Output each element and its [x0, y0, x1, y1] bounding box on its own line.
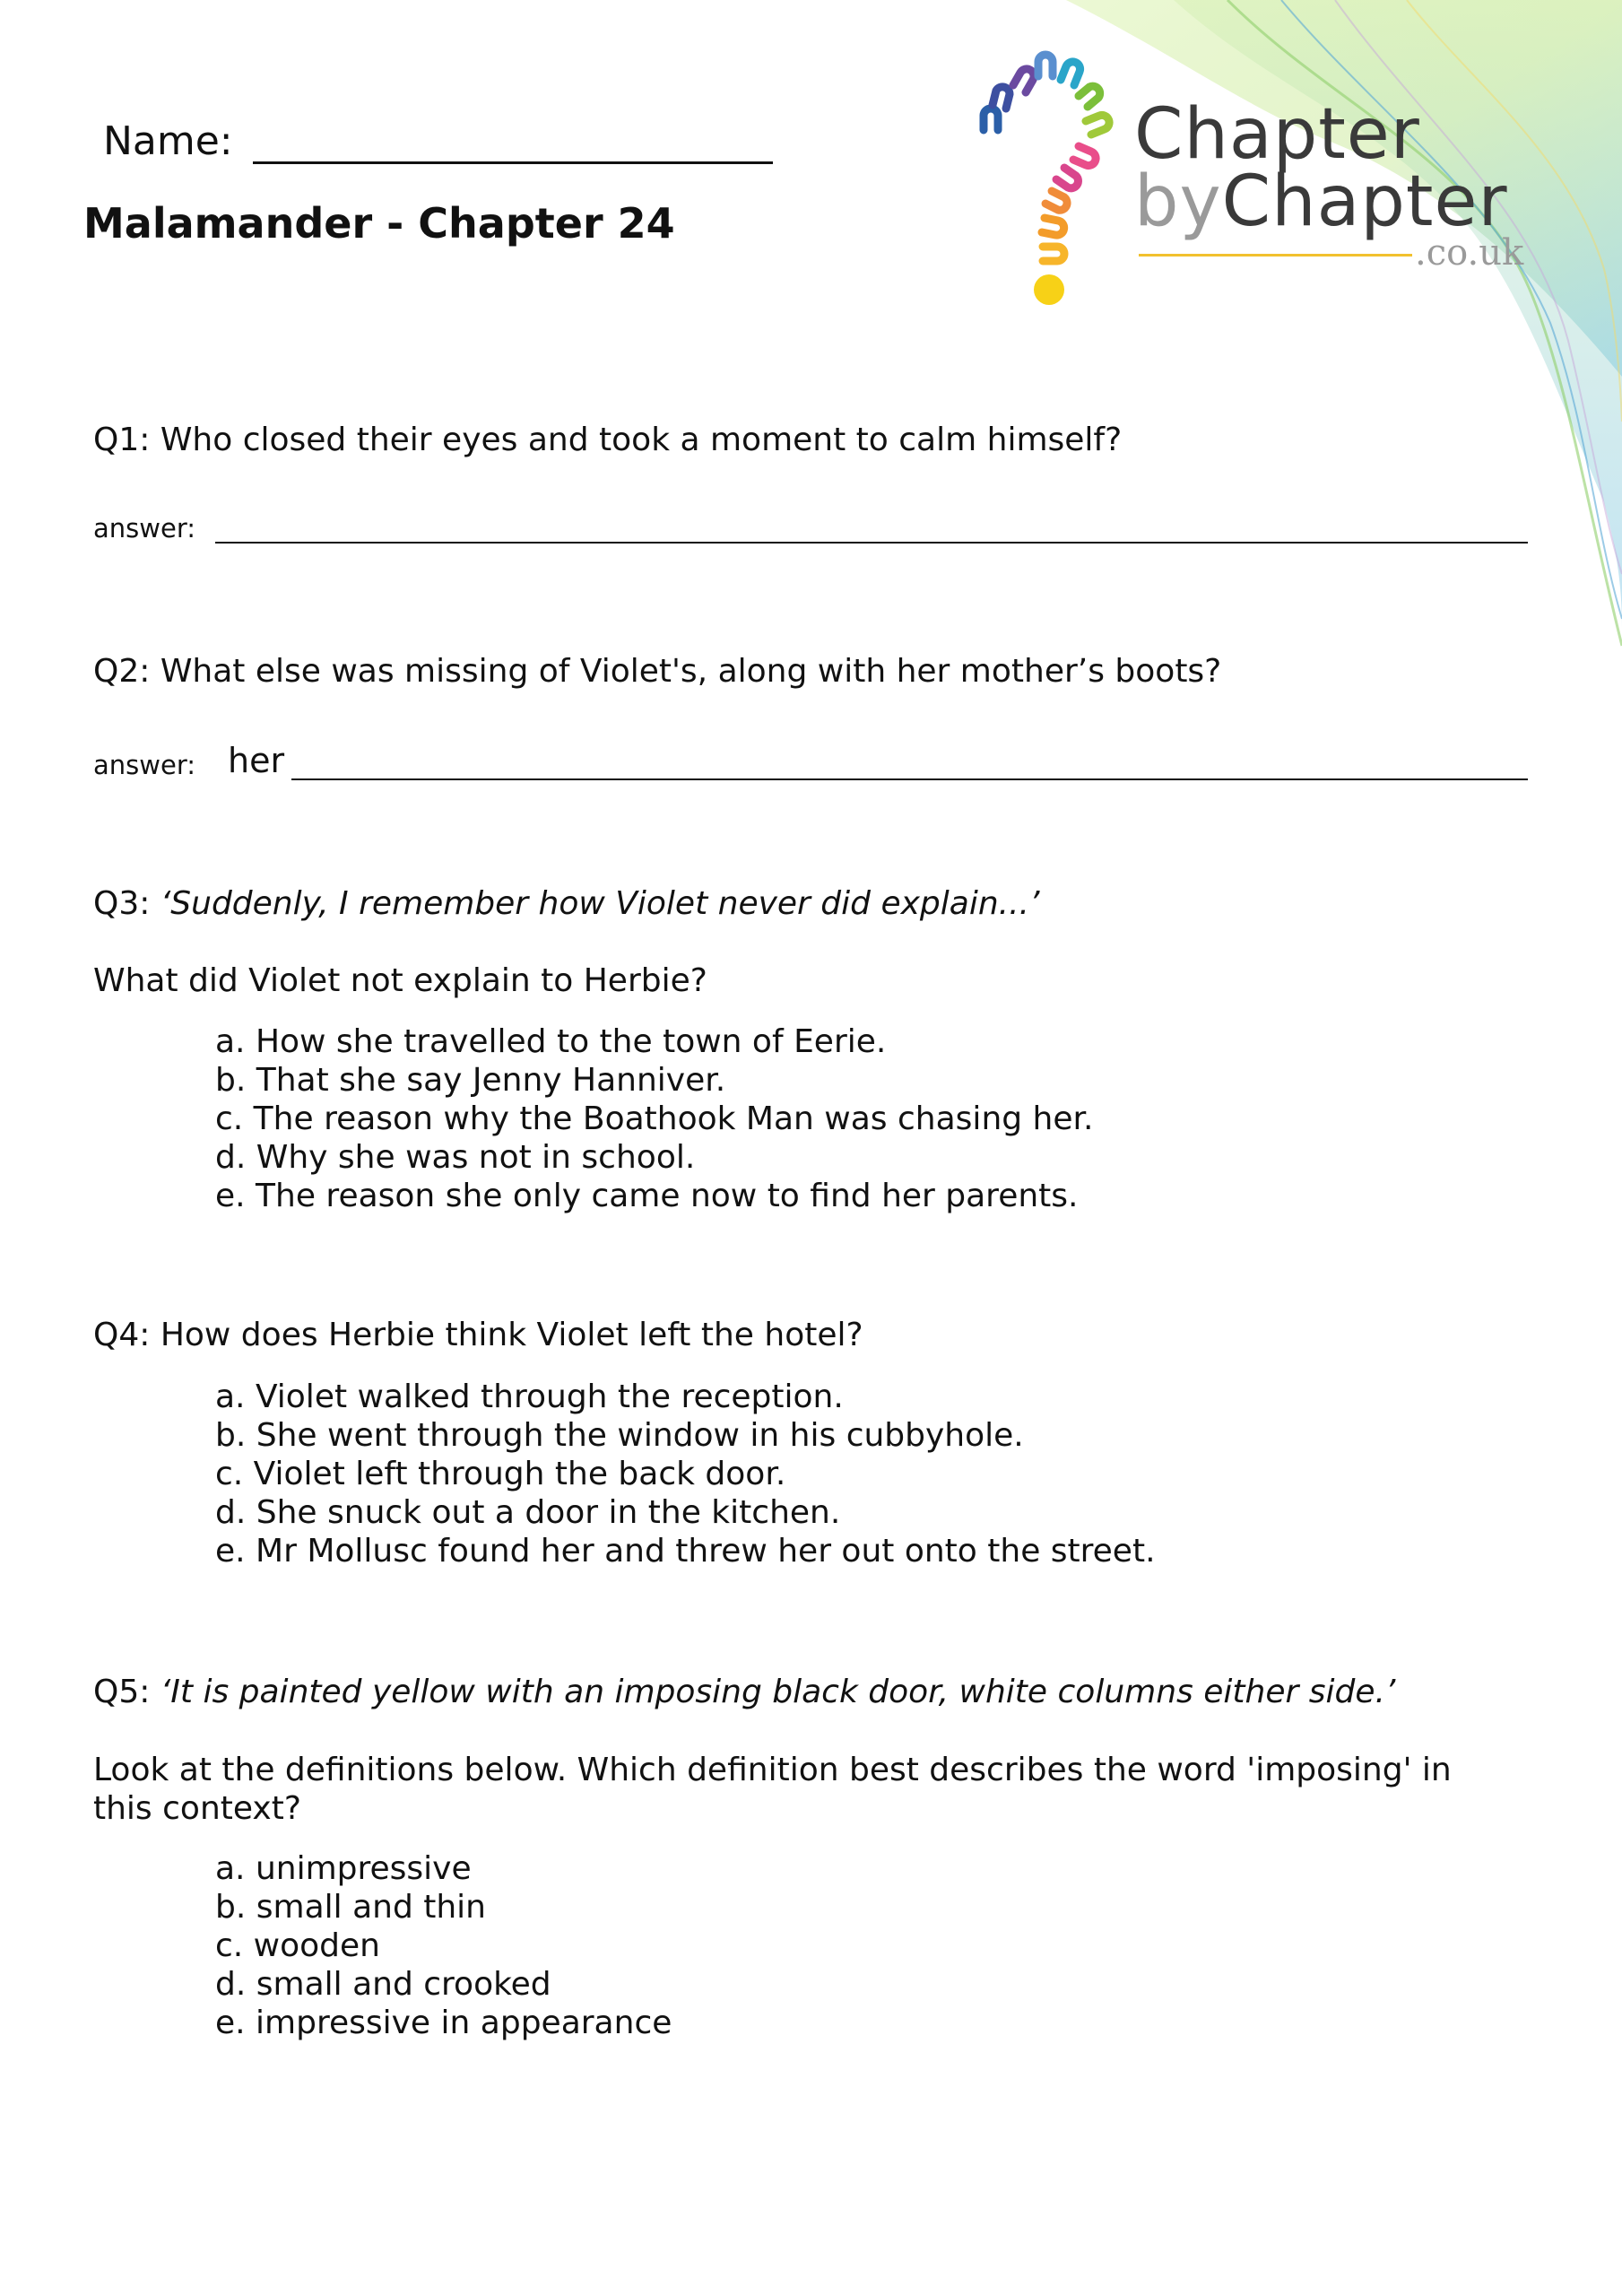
- option-e[interactable]: e. The reason she only came now to find her parents.: [215, 1178, 1079, 1214]
- question-number: Q2:: [93, 653, 151, 690]
- question-5: [93, 1674, 1395, 1710]
- logo-domain: .co.uk: [1415, 232, 1524, 274]
- answer-label: answer:: [93, 750, 196, 780]
- option-e[interactable]: e. Mr Mollusc found her and threw her out onto the street.: [215, 1533, 1156, 1570]
- question-text: Who closed their eyes and took a moment to calm himself?: [160, 422, 1123, 458]
- answer-write-line[interactable]: [291, 752, 1528, 780]
- question-quote: ‘It is painted yellow with an imposing black door, white columns either side.’: [160, 1674, 1396, 1710]
- chapter-by-chapter-logo: [964, 49, 1538, 318]
- question-3: [93, 885, 1039, 922]
- option-b[interactable]: b. small and thin: [215, 1889, 486, 1926]
- option-b[interactable]: b. She went through the window in his cubbyhole.: [215, 1417, 1024, 1454]
- logo-word-chapter: Chapter: [1134, 94, 1420, 175]
- answer-row-q2: [93, 741, 1528, 780]
- question-mark-books-icon: [964, 49, 1143, 318]
- question-number: Q5:: [93, 1674, 151, 1710]
- worksheet-title: Malamander - Chapter 24: [83, 199, 675, 248]
- question-number: Q3:: [93, 885, 151, 922]
- logo-word-by: by: [1134, 161, 1222, 242]
- logo-word-chapter-2: Chapter: [1221, 161, 1508, 242]
- option-a[interactable]: a. Violet walked through the reception.: [215, 1378, 844, 1415]
- option-d[interactable]: d. Why she was not in school.: [215, 1139, 696, 1176]
- options-list-q4: [215, 1378, 1156, 1570]
- option-a[interactable]: a. How she travelled to the town of Eerie.: [215, 1023, 887, 1060]
- question-2: [93, 653, 1221, 690]
- question-prompt: What did Violet not explain to Herbie?: [93, 962, 707, 999]
- option-e[interactable]: e. impressive in appearance: [215, 2005, 672, 2041]
- question-4: [93, 1317, 863, 1353]
- name-write-line[interactable]: [253, 118, 773, 164]
- answer-row-q1: [93, 513, 1528, 544]
- question-prompt-line-2: this context?: [93, 1790, 301, 1827]
- question-text: How does Herbie think Violet left the hotel?: [160, 1317, 863, 1353]
- name-label: Name:: [103, 118, 233, 164]
- options-list-q5: [215, 1849, 672, 2042]
- option-b[interactable]: b. That she say Jenny Hanniver.: [215, 1062, 726, 1099]
- question-prompt: [93, 1751, 1452, 1828]
- logo-word-by-chapter: [1134, 161, 1508, 242]
- answer-write-line[interactable]: [215, 515, 1528, 544]
- option-d[interactable]: d. She snuck out a door in the kitchen.: [215, 1494, 841, 1531]
- logo-underline: [1139, 254, 1412, 257]
- question-number: Q1:: [93, 422, 151, 458]
- answer-label: answer:: [93, 513, 196, 544]
- option-c[interactable]: c. The reason why the Boathook Man was chasing her.: [215, 1100, 1094, 1137]
- question-1: [93, 422, 1122, 458]
- option-a[interactable]: a. unimpressive: [215, 1850, 472, 1887]
- option-d[interactable]: d. small and crooked: [215, 1966, 551, 2003]
- question-quote: ‘Suddenly, I remember how Violet never did explain...’: [160, 885, 1040, 922]
- question-text: What else was missing of Violet's, along with her mother’s boots?: [160, 653, 1222, 690]
- question-prompt-line-1: Look at the definitions below. Which definition best describes the word 'imposing' in: [93, 1752, 1452, 1788]
- name-field-row: [103, 118, 773, 164]
- option-c[interactable]: c. Violet left through the back door.: [215, 1456, 786, 1492]
- answer-prefix: her: [228, 741, 285, 780]
- options-list-q3: [215, 1022, 1093, 1215]
- question-number: Q4:: [93, 1317, 151, 1353]
- option-c[interactable]: c. wooden: [215, 1927, 380, 1964]
